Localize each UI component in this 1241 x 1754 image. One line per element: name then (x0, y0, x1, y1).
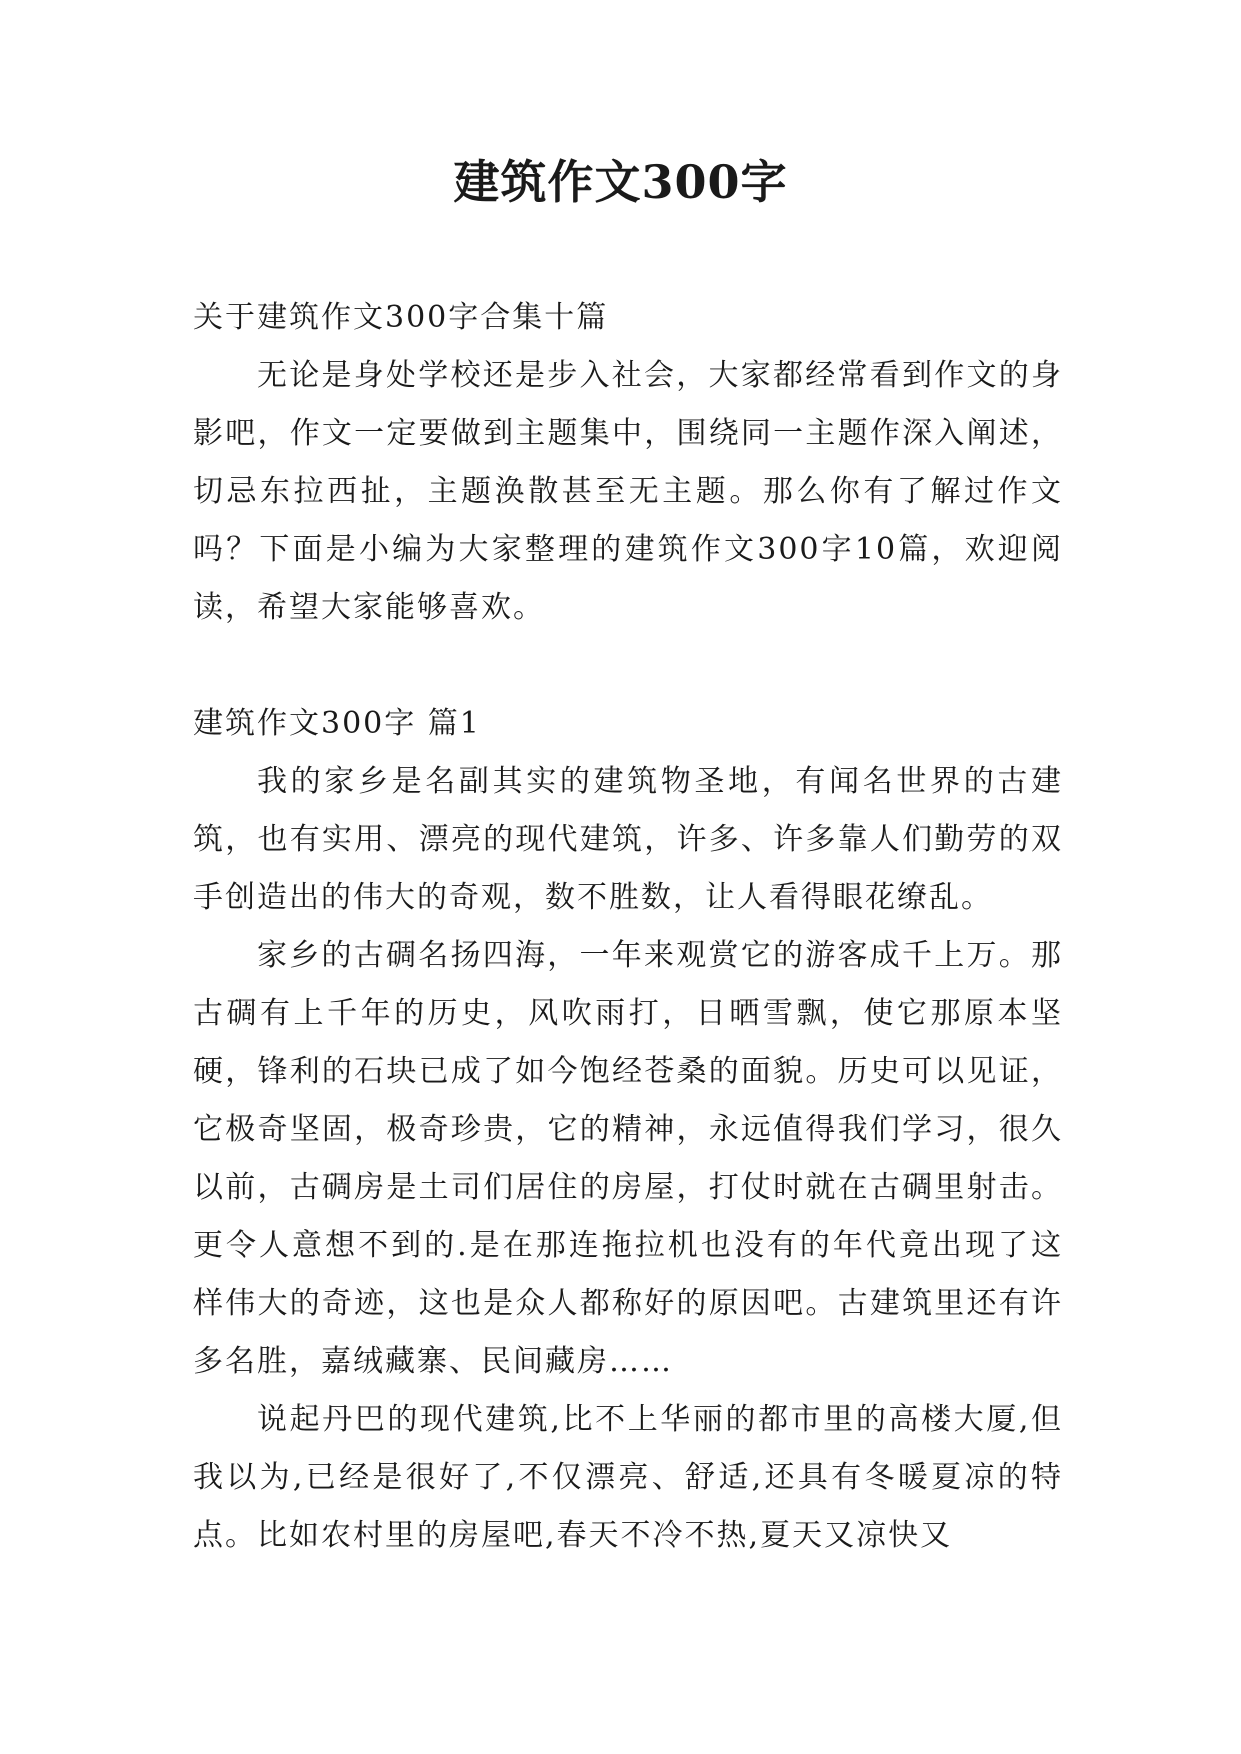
intro-paragraph: 无论是身处学校还是步入社会，大家都经常看到作文的身影吧，作文一定要做到主题集中，围绕同一主题作深入阐述，切忌东拉西扯，主题涣散甚至无主题。那么你有了解过作文吗？下面是小编为大家整理的建筑作文300字10篇，欢迎阅读，希望大家能够喜欢。 (193, 358, 1063, 625)
document-title: 建筑作文300字 (453, 155, 788, 209)
subtitle: 关于建筑作文300字合集十篇 (193, 300, 609, 335)
section-heading: 建筑作文300字 篇1 (193, 706, 481, 741)
body-paragraph: 我的家乡是名副其实的建筑物圣地，有闻名世界的古建筑，也有实用、漂亮的现代建筑，许多、许多靠人们勤劳的双手创造出的伟大的奇观，数不胜数，让人看得眼花缭乱。 (193, 764, 1063, 915)
document-body (193, 289, 1063, 1565)
body-paragraph: 家乡的古碉名扬四海，一年来观赏它的游客成千上万。那古碉有上千年的历史，风吹雨打，日晒雪飘，使它那原本坚硬，锋利的石块已成了如今饱经苍桑的面貌。历史可以见证，它极奇坚固，极奇珍贵，它的精神，永远值得我们学习，很久以前，古碉房是土司们居住的房屋，打仗时就在古碉里射击。更令人意想不到的.是在那连拖拉机也没有的年代竟出现了这样伟大的奇迹，这也是众人都称好的原因吧。古建筑里还有许多名胜，嘉绒藏寨、民间藏房…… (193, 938, 1063, 1379)
body-paragraph: 说起丹巴的现代建筑,比不上华丽的都市里的高楼大厦,但我以为,已经是很好了,不仅漂亮、舒适,还具有冬暖夏凉的特点。比如农村里的房屋吧,春天不冷不热,夏天又凉快又 (193, 1402, 1063, 1553)
spacer (193, 637, 1063, 695)
